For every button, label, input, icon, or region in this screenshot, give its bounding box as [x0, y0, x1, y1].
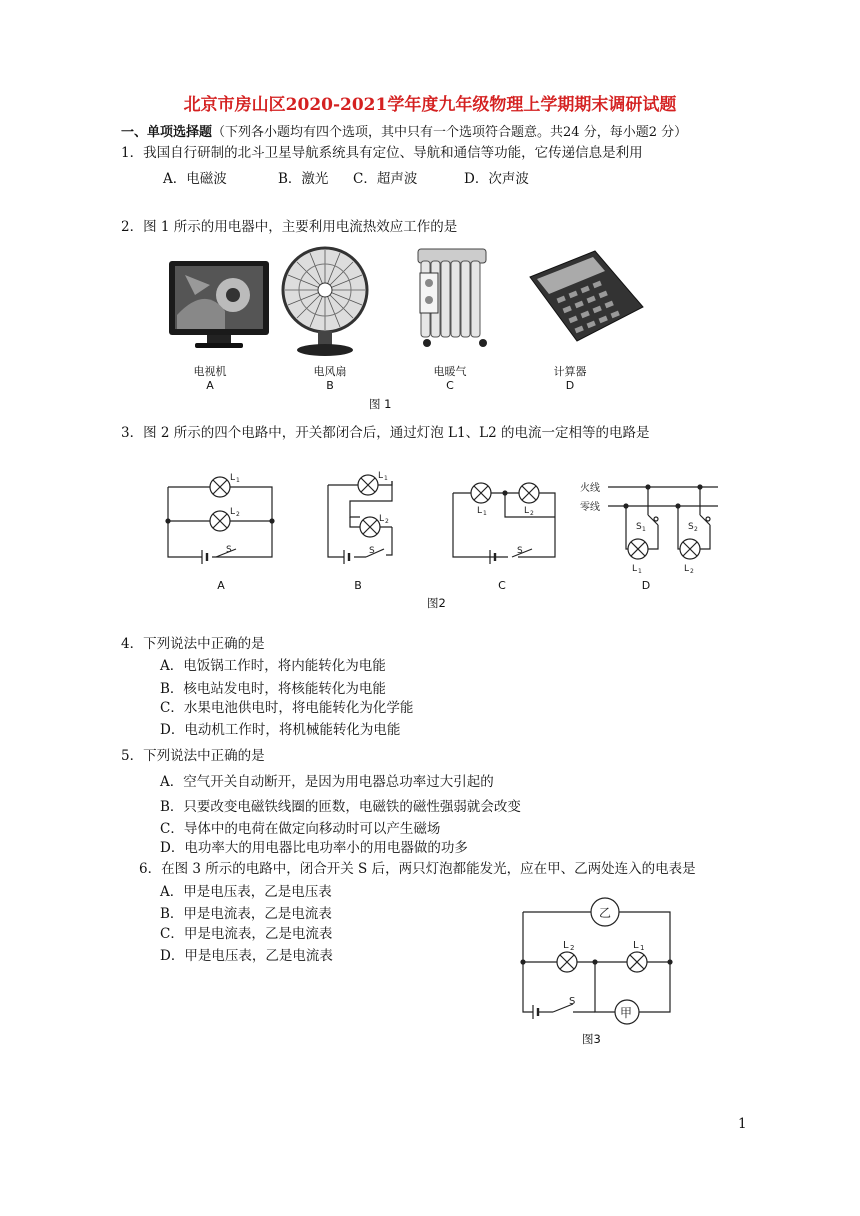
- svg-text:1: 1: [640, 944, 645, 952]
- q6-option-c: C．甲是电流表，乙是电流表: [160, 926, 333, 942]
- svg-text:S: S: [369, 546, 375, 556]
- circuit-d: [580, 481, 718, 575]
- fig2-letter-c: C: [498, 579, 506, 592]
- section-note: （下列各小题均有四个选项，其中只有一个选项符合题意。共24 分，每小题2 分）: [212, 125, 688, 140]
- q6-stem: 6．在图 3 所示的电路中，闭合开关 S 后，两只灯泡都能发光，应在甲、乙两处连入的电表是: [139, 861, 696, 877]
- svg-text:L: L: [379, 514, 385, 524]
- svg-text:L: L: [378, 471, 384, 481]
- svg-text:2: 2: [385, 518, 389, 525]
- section-title: 一、单项选择题: [121, 125, 213, 140]
- figure3-circuit: [515, 895, 685, 1039]
- q6-option-b: B．甲是电流表，乙是电流表: [160, 906, 332, 922]
- fig1-label-calculator: 计算器 D: [553, 365, 587, 392]
- svg-text:L: L: [230, 473, 236, 483]
- section-heading: [121, 121, 687, 140]
- q2-stem: 2．图 1 所示的用电器中，主要利用电流热效应工作的是: [121, 219, 458, 235]
- fan-image: [283, 248, 367, 356]
- q4-stem: 4．下列说法中正确的是: [121, 636, 265, 652]
- fig1-label-tv: 电视机 A: [193, 365, 227, 392]
- q1-stem: 1．我国自行研制的北斗卫星导航系统具有定位、导航和通信等功能，它传递信息是利用: [121, 145, 643, 161]
- q5-option-c: C．导体中的电荷在做定向移动时可以产生磁场: [160, 821, 441, 837]
- q4-option-b: B．核电站发电时，将核能转化为电能: [160, 681, 386, 697]
- q4-option-c: C．水果电池供电时，将电能转化为化学能: [160, 700, 414, 716]
- q6-option-d: D．甲是电压表，乙是电流表: [160, 948, 333, 964]
- q1-option-b: B．激光: [278, 171, 329, 187]
- q5-option-d: D．电功率大的用电器比电功率小的用电器做的功多: [160, 840, 468, 856]
- page-number: 1: [738, 1116, 747, 1132]
- figure3-caption: 图3: [582, 1032, 601, 1046]
- calculator-image: [530, 251, 643, 341]
- svg-text:L: L: [632, 564, 638, 574]
- fig1-label-fan: 电风扇 B: [313, 365, 347, 392]
- svg-text:火线: 火线: [580, 483, 600, 494]
- svg-text:2: 2: [694, 526, 698, 533]
- svg-text:1: 1: [638, 568, 642, 575]
- svg-text:2: 2: [570, 944, 575, 952]
- meter-yi-label: 乙: [599, 906, 612, 920]
- svg-text:L: L: [633, 940, 639, 951]
- svg-text:1: 1: [483, 510, 487, 517]
- svg-text:2: 2: [530, 510, 534, 517]
- meter-jia-label: 甲: [620, 1006, 633, 1020]
- svg-text:S: S: [226, 545, 232, 555]
- fig2-letter-d: D: [641, 579, 651, 592]
- fig2-letter-a: A: [217, 579, 225, 592]
- q1-option-a: A．电磁波: [163, 171, 227, 187]
- svg-text:L: L: [477, 506, 483, 516]
- fig1-label-heater: 电暖气 C: [433, 365, 467, 392]
- circuit-c: [453, 483, 555, 564]
- svg-text:1: 1: [642, 526, 646, 533]
- q1-option-d: D．次声波: [464, 171, 529, 187]
- svg-text:S: S: [636, 522, 642, 532]
- svg-text:零线: 零线: [580, 502, 600, 513]
- svg-text:L: L: [563, 940, 569, 951]
- figure2-caption: 图2: [427, 596, 446, 610]
- q4-option-a: A．电饭锅工作时，将内能转化为电能: [160, 658, 386, 674]
- tv-image: [169, 261, 269, 348]
- figure2-circuits: [150, 465, 730, 584]
- q3-stem: 3．图 2 所示的四个电路中，开关都闭合后，通过灯泡 L1、L2 的电流一定相等的电路是: [121, 425, 650, 441]
- svg-text:L: L: [230, 507, 236, 517]
- svg-text:L: L: [524, 506, 530, 516]
- q5-option-b: B．只要改变电磁铁线圈的匝数，电磁铁的磁性强弱就会改变: [160, 799, 521, 815]
- svg-text:2: 2: [236, 511, 240, 518]
- q6-option-a: A．甲是电压表，乙是电压表: [160, 884, 332, 900]
- heater-image: [418, 249, 487, 347]
- circuit-a: [166, 473, 274, 564]
- circuit-b: [328, 471, 392, 564]
- q4-option-d: D．电动机工作时，将机械能转化为电能: [160, 722, 401, 738]
- svg-text:S: S: [688, 522, 694, 532]
- document-title: 北京市房山区2020-2021学年度九年级物理上学期期末调研试题: [183, 95, 677, 115]
- svg-text:1: 1: [236, 477, 240, 484]
- fig2-letter-b: B: [354, 579, 362, 592]
- svg-text:1: 1: [384, 475, 388, 482]
- svg-text:S: S: [517, 546, 523, 556]
- svg-text:S: S: [569, 996, 576, 1007]
- svg-text:L: L: [684, 564, 690, 574]
- figure1-caption: 图 1: [369, 397, 392, 411]
- q5-option-a: A．空气开关自动断开，是因为用电器总功率过大引起的: [160, 774, 494, 790]
- q1-option-c: C．超声波: [353, 171, 418, 187]
- figure1-images: [165, 245, 655, 364]
- q5-stem: 5．下列说法中正确的是: [121, 748, 265, 764]
- svg-text:2: 2: [690, 568, 694, 575]
